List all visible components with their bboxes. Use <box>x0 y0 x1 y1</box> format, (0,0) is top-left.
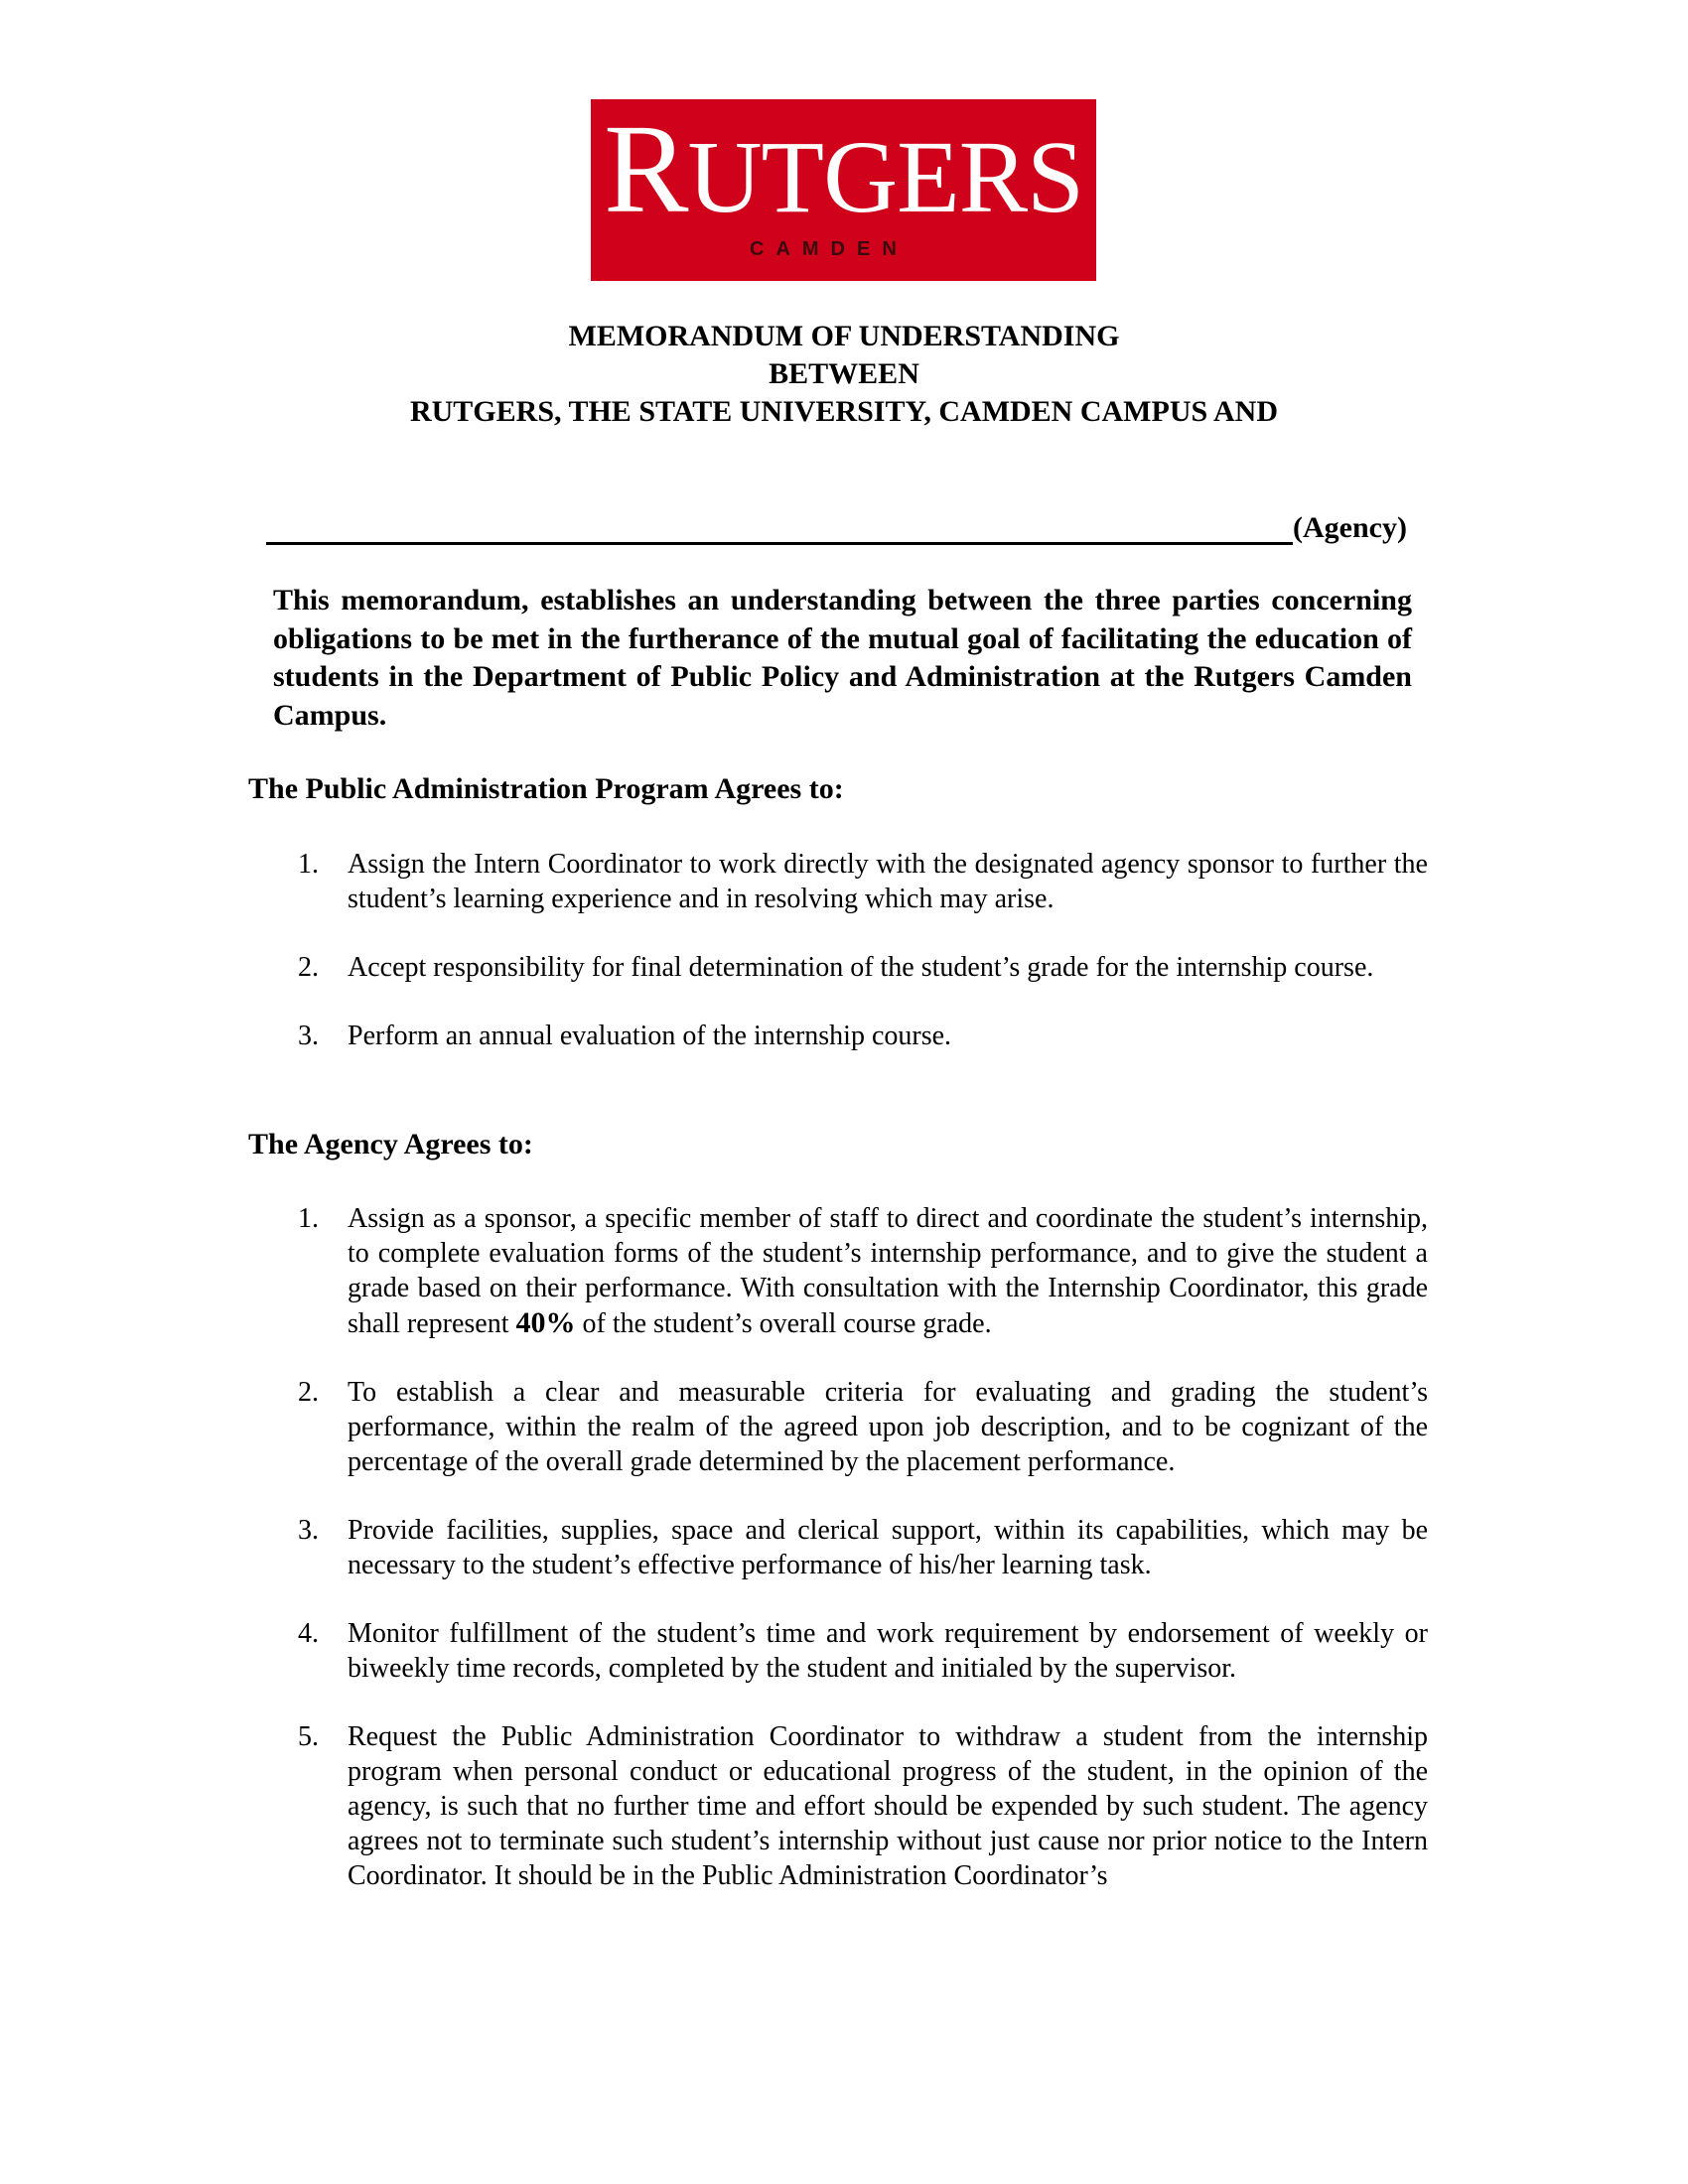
list-item-text: Accept responsibility for final determination of the student’s grade for the internship course. <box>348 952 1374 983</box>
agency-field-row <box>266 508 1418 548</box>
rutgers-camden-logo <box>591 99 1096 281</box>
list-item <box>298 847 1428 916</box>
list-number: 2. <box>298 1377 319 1408</box>
list-number: 5. <box>298 1721 319 1752</box>
title-line-2: BETWEEN <box>769 357 919 390</box>
title-line-1: MEMORANDUM OF UNDERSTANDING <box>568 320 1120 352</box>
list-item-text: Request the Public Administration Coordinator to withdraw a student from the internship program when personal conduct or educational progress of the student, in the opinion of the agency, is such that no further time and effort should be expended by such student. The agency agrees not to terminate such student’s internship without just cause nor prior notice to the Intern Coordinator. It should be in the Public Administration Coordinator’s <box>348 1721 1428 1891</box>
list-item <box>298 1616 1428 1686</box>
list-item-text: Assign as a sponsor, a specific member of staff to direct and coordinate the student’s internship, to complete evaluation forms of the student’s internship performance, and to give the student a grade based on their performance. With consultation with the Internship Coordinator, this grade shall represent <box>348 1203 1428 1339</box>
list-number: 2. <box>298 952 319 983</box>
program-obligations-list <box>298 847 1428 1053</box>
logo-initial: R <box>604 98 688 239</box>
list-item <box>298 1019 1428 1053</box>
section-heading-agency: The Agency Agrees to: <box>248 1128 533 1160</box>
list-number: 1. <box>298 1203 319 1234</box>
logo-wordmark <box>591 98 1096 239</box>
intro-paragraph: This memorandum, establishes an understanding between the three parties concerning obligations to be met in the furtherance of the mutual goal of facilitating the education of students in the Department of Public Policy and Administration at the Rutgers Camden Campus. <box>273 584 1412 732</box>
agency-obligations-list <box>298 1201 1428 1893</box>
list-item-text: Provide facilities, supplies, space and clerical support, within its capabilities, which may be necessary to the student’s effective performance of his/her learning task. <box>348 1515 1428 1580</box>
list-item <box>298 1375 1428 1479</box>
list-item <box>298 950 1428 985</box>
grade-percentage: 40% <box>515 1306 576 1339</box>
list-item-text: To establish a clear and measurable criteria for evaluating and grading the student’s performance, within the realm of the agreed upon job description, and to be cognizant of the percentage of the overall grade determined by the placement performance. <box>348 1377 1428 1477</box>
list-item <box>298 1513 1428 1582</box>
agency-name-blank[interactable] <box>266 542 1293 545</box>
list-item <box>298 1719 1428 1893</box>
section-heading-program: The Public Administration Program Agrees to: <box>248 772 844 805</box>
title-line-3: RUTGERS, THE STATE UNIVERSITY, CAMDEN CAMPUS AND <box>409 395 1279 428</box>
list-item <box>298 1201 1428 1341</box>
agency-label: (Agency) <box>1293 511 1407 544</box>
list-item-text: Perform an annual evaluation of the internship course. <box>348 1021 952 1051</box>
logo-wordmark-rest: UTGERS <box>687 120 1083 234</box>
list-number: 3. <box>298 1515 319 1546</box>
logo-campus-name: CAMDEN <box>750 238 909 260</box>
list-number: 4. <box>298 1618 319 1649</box>
list-item-text: Assign the Intern Coordinator to work directly with the designated agency sponsor to further the student’s learning experience and in resolving which may arise. <box>348 849 1428 914</box>
list-item-text: Monitor fulfillment of the student’s time and work requirement by endorsement of weekly or biweekly time records, completed by the student and initialed by the supervisor. <box>348 1618 1428 1684</box>
list-item-text-cont: of the student’s overall course grade. <box>575 1308 992 1339</box>
list-number: 3. <box>298 1021 319 1051</box>
list-number: 1. <box>298 849 319 880</box>
document-title <box>0 318 1688 431</box>
